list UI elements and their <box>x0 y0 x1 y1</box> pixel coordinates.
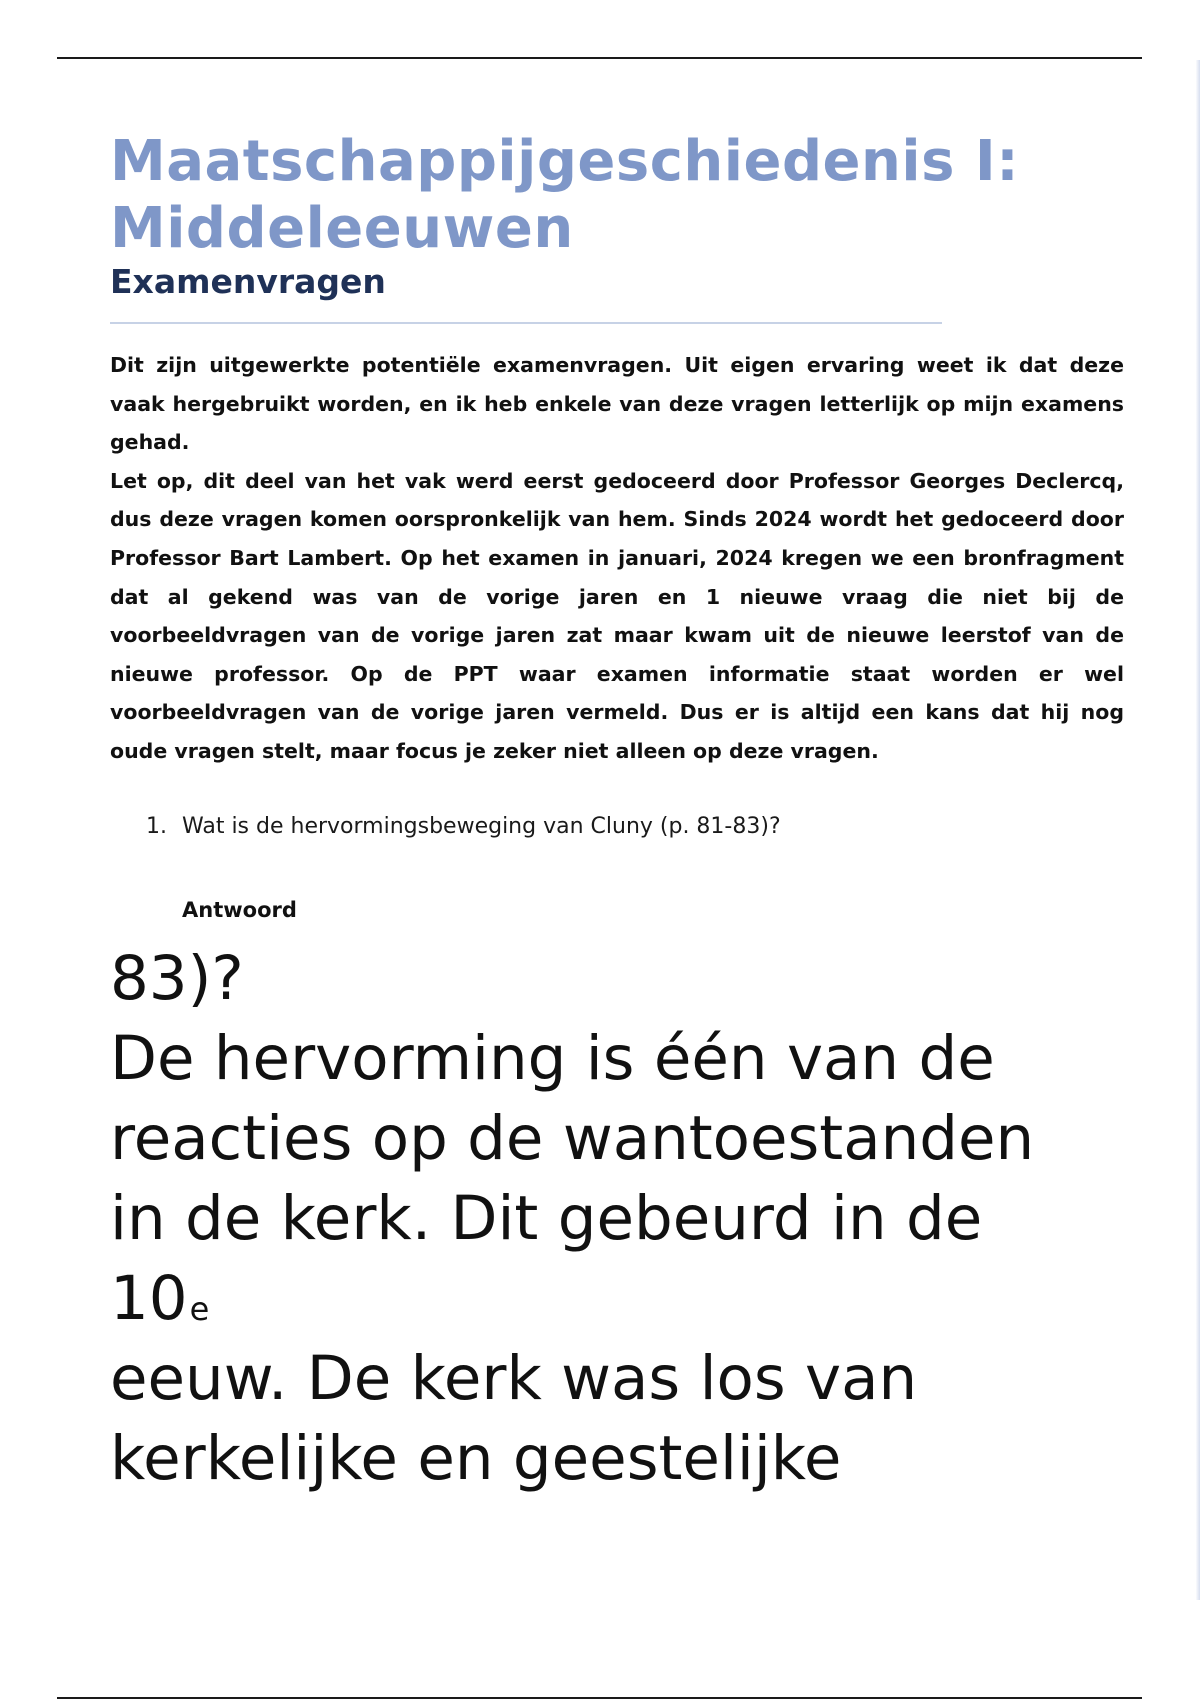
answer-line: De hervorming is één van de <box>110 1022 995 1094</box>
answer-line: 83)? <box>110 942 244 1014</box>
document-title <box>110 128 1124 262</box>
page-top-border <box>57 57 1142 59</box>
intro-paragraph-1: Dit zijn uitgewerkte potentiële examenvragen. Uit eigen ervaring weet ik dat deze vaak hergebruikt worden, en ik heb enkele van deze vragen letterlijk op mijn examens gehad. <box>110 353 1124 455</box>
question-list <box>110 813 1124 841</box>
answer-line: kerkelijke en geestelijke <box>110 1422 842 1494</box>
answer-line: eeuw. De kerk was los van <box>110 1342 918 1414</box>
document-body <box>110 128 1124 1499</box>
answer-text <box>110 939 1124 1499</box>
answer-line-century <box>110 1259 1124 1339</box>
page-bottom-border <box>57 1697 1142 1699</box>
title-divider <box>110 322 942 324</box>
title-line-2: Middeleeuwen <box>110 196 574 261</box>
question-number: 1. <box>146 813 167 839</box>
intro-paragraph-2: Let op, dit deel van het vak werd eerst gedoceerd door Professor Georges Declercq, dus deze vragen komen oorspronkelijk van hem. Sinds 2024 wordt het gedoceerd door Professor Bart Lambert. Op het examen in januari, 2024 kregen we een bronfragment dat al gekend was van de vorige jaren en 1 nieuwe vraag die niet bij de voorbeeldvragen van de vorige jaren zat maar kwam uit de nieuwe leerstof van de nieuwe professor. Op de PPT waar examen informatie staat worden er wel voorbeeldvragen van de vorige jaren vermeld. Dus er is altijd een kans dat hij nog oude vragen stelt, maar focus je zeker niet alleen op deze vragen. <box>110 468 1124 763</box>
answer-line: in de kerk. Dit gebeurd in de <box>110 1182 983 1254</box>
century-number: 10 <box>110 1262 188 1334</box>
title-line-1: Maatschappijgeschiedenis I: <box>110 129 1020 194</box>
intro-section <box>110 346 1124 771</box>
page-edge-shadow <box>1196 60 1200 1600</box>
answer-line: reacties op de wantoestanden <box>110 1102 1035 1174</box>
question-item <box>110 813 1124 841</box>
answer-label: Antwoord <box>182 897 297 922</box>
century-superscript: e <box>189 1289 210 1328</box>
document-subtitle: Examenvragen <box>110 262 386 301</box>
question-text: Wat is de hervormingsbeweging van Cluny (p. 81-83)? <box>182 813 781 839</box>
